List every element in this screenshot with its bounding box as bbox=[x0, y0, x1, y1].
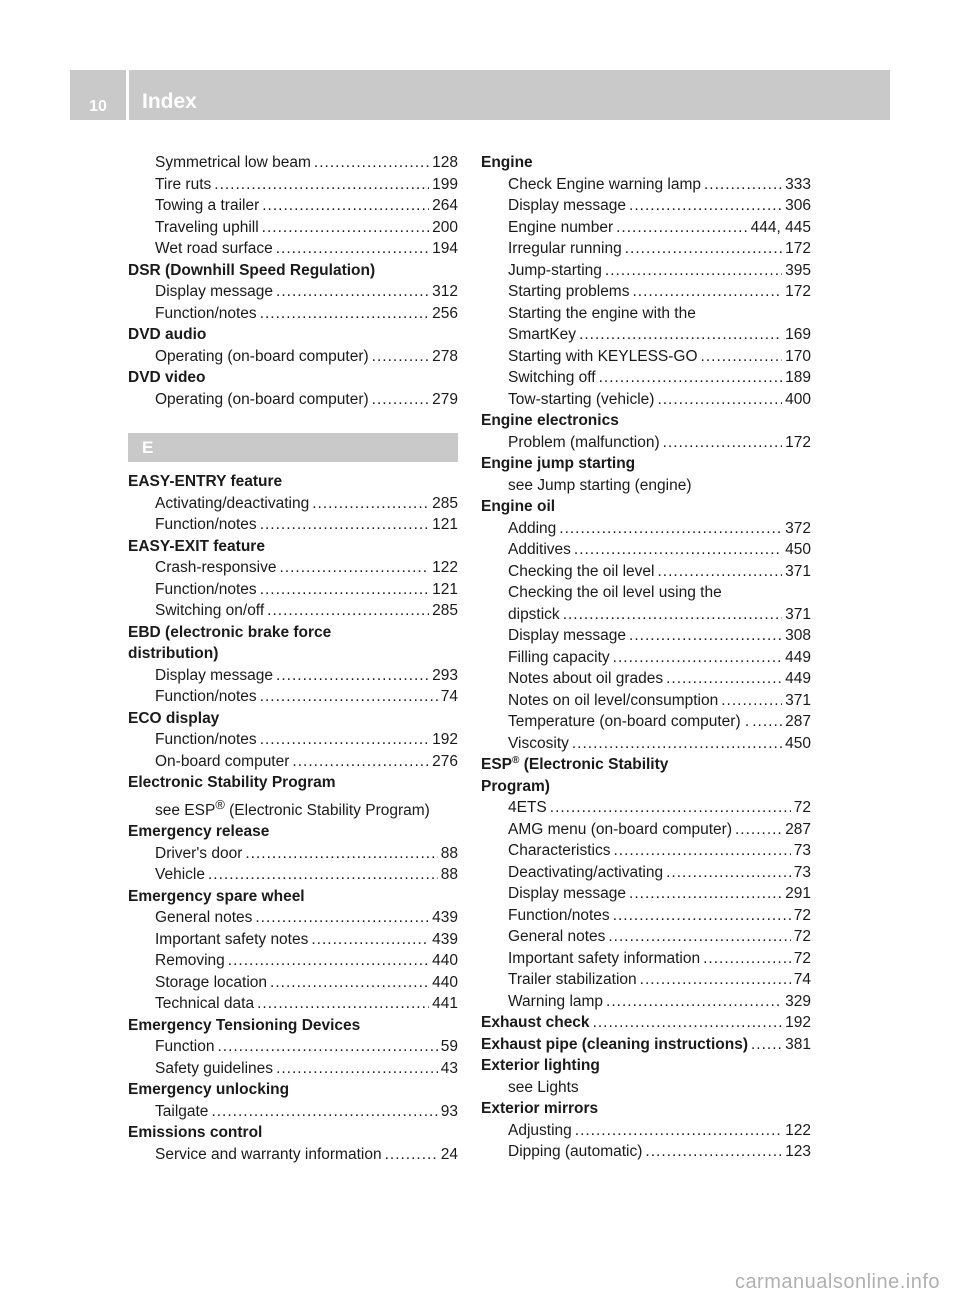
index-heading-with-page[interactable] bbox=[481, 1012, 811, 1034]
page-ref[interactable]: 74 bbox=[793, 971, 811, 988]
index-entry[interactable] bbox=[128, 493, 458, 515]
index-heading: Emergency spare wheel bbox=[128, 887, 305, 905]
index-entry[interactable] bbox=[128, 389, 458, 411]
dot-leader bbox=[613, 905, 791, 927]
entry-label: Checking the oil level bbox=[508, 562, 655, 580]
dot-leader bbox=[217, 1036, 437, 1058]
index-entry[interactable] bbox=[128, 152, 458, 174]
page-ref[interactable]: 381 bbox=[785, 1035, 811, 1053]
page-ref[interactable]: 59 bbox=[440, 1038, 458, 1056]
dot-leader bbox=[276, 238, 429, 260]
page-ref[interactable]: 169 bbox=[785, 326, 811, 343]
index-heading: Emissions control bbox=[128, 1124, 263, 1142]
page-ref[interactable]: 93 bbox=[440, 1102, 458, 1120]
index-entry[interactable] bbox=[481, 174, 811, 196]
index-entry[interactable] bbox=[128, 1058, 458, 1080]
dot-leader bbox=[208, 864, 438, 886]
page-ref[interactable]: 256 bbox=[432, 304, 458, 322]
index-entry-text: Starting the engine with the bbox=[508, 304, 696, 322]
index-entry[interactable] bbox=[481, 883, 811, 905]
index-heading: ECO display bbox=[128, 709, 220, 727]
index-heading: Engine bbox=[481, 154, 533, 171]
dot-leader bbox=[629, 625, 782, 647]
index-heading: Emergency Tensioning Devices bbox=[128, 1016, 361, 1034]
dot-leader bbox=[657, 561, 782, 583]
index-entry[interactable] bbox=[481, 711, 811, 733]
dot-leader bbox=[314, 152, 429, 174]
dot-leader bbox=[613, 647, 782, 669]
dot-leader bbox=[645, 1141, 782, 1163]
page-ref[interactable]: 333 bbox=[785, 175, 811, 193]
page-ref[interactable]: 200 bbox=[432, 218, 458, 236]
dot-leader bbox=[260, 514, 429, 536]
entry-label: Service and warranty information bbox=[155, 1145, 382, 1163]
dot-leader bbox=[625, 238, 782, 260]
index-entry[interactable] bbox=[128, 1144, 458, 1166]
page-ref[interactable]: 279 bbox=[432, 390, 458, 408]
entry-label: Viscosity bbox=[508, 734, 569, 752]
entry-label: Display message bbox=[508, 627, 627, 644]
index-entry-text: Checking the oil level using the bbox=[508, 584, 722, 601]
entry-label: 4ETS bbox=[508, 799, 547, 816]
page-ref[interactable]: 72 bbox=[793, 799, 811, 816]
index-heading-with-page[interactable] bbox=[481, 1034, 811, 1056]
entry-label: Temperature (on-board computer) . bbox=[508, 713, 750, 730]
dot-leader bbox=[572, 733, 782, 755]
entry-label: Towing a trailer bbox=[155, 197, 260, 214]
page-ref[interactable]: 123 bbox=[785, 1143, 811, 1160]
dot-leader bbox=[385, 1144, 438, 1166]
dot-leader bbox=[663, 432, 783, 454]
dot-leader bbox=[701, 346, 783, 368]
index-entry[interactable] bbox=[128, 303, 458, 325]
index-entry[interactable] bbox=[128, 929, 458, 951]
page-ref[interactable]: 312 bbox=[432, 283, 458, 300]
entry-label: Vehicle bbox=[155, 866, 205, 884]
page-ref[interactable]: 121 bbox=[432, 580, 458, 598]
page-ref[interactable]: 192 bbox=[432, 731, 458, 748]
entry-label: Notes on oil level/consumption bbox=[508, 691, 719, 709]
page-ref[interactable]: 371 bbox=[785, 562, 811, 580]
index-entry[interactable] bbox=[481, 926, 811, 948]
page-ref[interactable]: 74 bbox=[440, 688, 458, 705]
dot-leader bbox=[372, 389, 429, 411]
page-ref[interactable]: 128 bbox=[432, 154, 458, 171]
page-ref[interactable]: 439 bbox=[432, 930, 458, 948]
entry-label: Crash-responsive bbox=[155, 559, 277, 576]
index-heading: Program) bbox=[481, 777, 550, 795]
entry-label: Tire ruts bbox=[155, 175, 212, 193]
index-entry-text: see Jump starting (engine) bbox=[508, 476, 692, 494]
entry-label: Adjusting bbox=[508, 1121, 572, 1139]
index-entry[interactable] bbox=[481, 389, 811, 411]
page-ref[interactable]: 285 bbox=[432, 602, 458, 619]
dot-leader bbox=[255, 907, 429, 929]
entry-label: Technical data bbox=[155, 995, 255, 1013]
dot-leader bbox=[270, 972, 429, 994]
index-heading: Engine oil bbox=[481, 498, 556, 515]
dot-leader bbox=[260, 579, 429, 601]
index-entry[interactable] bbox=[481, 862, 811, 884]
index-entry[interactable] bbox=[481, 1141, 811, 1163]
page-ref[interactable]: 189 bbox=[785, 369, 811, 386]
page-ref[interactable]: 440 bbox=[432, 952, 458, 970]
index-entry[interactable] bbox=[481, 647, 811, 669]
dot-leader bbox=[703, 948, 791, 970]
page-ref[interactable]: 172 bbox=[785, 433, 811, 451]
entry-label: Check Engine warning lamp bbox=[508, 175, 701, 193]
index-entry[interactable] bbox=[128, 600, 458, 622]
dot-leader bbox=[211, 1101, 437, 1123]
index-entry[interactable] bbox=[481, 905, 811, 927]
index-entry[interactable] bbox=[481, 238, 811, 260]
entry-label: Tailgate bbox=[155, 1102, 209, 1120]
dot-leader bbox=[550, 797, 791, 819]
index-heading: EASY-ENTRY feature bbox=[128, 473, 283, 490]
entry-label: Starting problems bbox=[508, 283, 630, 300]
index-entry[interactable] bbox=[481, 432, 811, 454]
dot-leader bbox=[292, 751, 429, 773]
entry-label: Additives bbox=[508, 541, 571, 558]
dot-leader bbox=[599, 367, 783, 389]
index-entry[interactable] bbox=[481, 217, 811, 239]
dot-leader bbox=[657, 389, 782, 411]
entry-label: Function/notes bbox=[155, 304, 257, 322]
index-entry[interactable] bbox=[481, 604, 811, 626]
entry-label: Function/notes bbox=[155, 516, 257, 533]
see-reference: see ESP® (Electronic Stability Program) bbox=[155, 796, 430, 819]
header-divider bbox=[126, 70, 129, 120]
dot-leader bbox=[262, 195, 429, 217]
entry-label: Notes about oil grades bbox=[508, 670, 664, 687]
dot-leader bbox=[245, 843, 437, 865]
index-entry[interactable] bbox=[481, 561, 811, 583]
index-entry[interactable] bbox=[481, 260, 811, 282]
entry-label: AMG menu (on-board computer) bbox=[508, 820, 732, 838]
index-heading: Emergency unlocking bbox=[128, 1081, 290, 1099]
page-ref[interactable]: 88 bbox=[440, 866, 458, 884]
entry-label: Function/notes bbox=[155, 688, 257, 705]
page-number: 10 bbox=[89, 98, 107, 115]
dot-leader bbox=[228, 950, 429, 972]
page-ref[interactable]: 276 bbox=[432, 752, 458, 770]
entry-label: Storage location bbox=[155, 973, 268, 991]
index-entry[interactable] bbox=[481, 690, 811, 712]
dot-leader bbox=[666, 668, 782, 690]
page-ref[interactable]: 444, 445 bbox=[750, 218, 811, 236]
dot-leader bbox=[267, 600, 429, 622]
page-ref[interactable]: 72 bbox=[793, 928, 811, 945]
page-ref[interactable]: 329 bbox=[785, 992, 811, 1010]
dot-leader bbox=[575, 1120, 782, 1142]
dot-leader bbox=[593, 1012, 783, 1034]
index-entry[interactable] bbox=[481, 733, 811, 755]
index-entry[interactable] bbox=[128, 1101, 458, 1123]
index-entry[interactable] bbox=[481, 195, 811, 217]
page-ref[interactable]: 395 bbox=[785, 261, 811, 279]
dot-leader bbox=[574, 539, 782, 561]
entry-label: Function bbox=[155, 1038, 215, 1056]
entry-label: Function/notes bbox=[508, 906, 610, 924]
index-heading: Electronic Stability Program bbox=[128, 774, 336, 791]
index-entry[interactable] bbox=[128, 195, 458, 217]
page-ref[interactable]: 194 bbox=[432, 240, 458, 257]
entry-label: Display message bbox=[508, 197, 627, 214]
entry-label: Safety guidelines bbox=[155, 1059, 274, 1077]
dot-leader bbox=[614, 840, 791, 862]
entry-label: On-board computer bbox=[155, 752, 290, 770]
entry-label: Function/notes bbox=[155, 731, 257, 748]
page-ref[interactable]: 449 bbox=[785, 648, 811, 666]
entry-label: Removing bbox=[155, 952, 225, 970]
index-entry[interactable] bbox=[128, 557, 458, 579]
dot-leader bbox=[311, 929, 429, 951]
page-ref[interactable]: 73 bbox=[793, 842, 811, 859]
dot-leader bbox=[752, 711, 782, 733]
watermark: carmanualsonline.info bbox=[734, 1271, 940, 1293]
entry-label: Function/notes bbox=[155, 580, 257, 598]
page-ref[interactable]: 372 bbox=[785, 519, 811, 537]
page-ref[interactable]: 449 bbox=[785, 670, 811, 687]
dot-leader bbox=[372, 346, 429, 368]
entry-label: Jump-starting bbox=[508, 261, 602, 279]
page-ref[interactable]: 24 bbox=[440, 1145, 458, 1163]
section-letter-e: E bbox=[128, 433, 458, 462]
page-ref[interactable]: 172 bbox=[785, 240, 811, 257]
index-heading: EASY-EXIT feature bbox=[128, 537, 265, 555]
entry-label: Wet road surface bbox=[155, 240, 273, 257]
dot-leader bbox=[751, 1034, 782, 1056]
page-ref[interactable]: 278 bbox=[432, 347, 458, 365]
index-entry[interactable] bbox=[128, 864, 458, 886]
entry-label: Display message bbox=[155, 283, 274, 300]
index-heading: DVD audio bbox=[128, 326, 207, 343]
page-ref[interactable]: 400 bbox=[785, 390, 811, 408]
dot-leader bbox=[279, 557, 429, 579]
page-header bbox=[70, 70, 890, 120]
entry-label: Operating (on-board computer) bbox=[155, 390, 369, 408]
index-entry[interactable] bbox=[128, 843, 458, 865]
entry-label: dipstick bbox=[508, 605, 560, 623]
dot-leader bbox=[276, 665, 429, 687]
dot-leader bbox=[559, 518, 782, 540]
index-entry[interactable] bbox=[481, 367, 811, 389]
dot-leader bbox=[721, 690, 782, 712]
entry-label: Problem (malfunction) bbox=[508, 433, 660, 451]
entry-label: Irregular running bbox=[508, 240, 622, 257]
registered-mark: ® bbox=[512, 754, 520, 766]
index-entry[interactable] bbox=[128, 686, 458, 708]
index-entry[interactable] bbox=[128, 217, 458, 239]
index-heading: DSR (Downhill Speed Regulation) bbox=[128, 261, 376, 279]
index-entry[interactable] bbox=[481, 840, 811, 862]
page-ref[interactable]: 72 bbox=[793, 949, 811, 967]
entry-label: Exhaust check bbox=[481, 1014, 590, 1031]
dot-leader bbox=[262, 217, 429, 239]
entry-label: General notes bbox=[155, 909, 253, 927]
dot-leader bbox=[616, 217, 748, 239]
page-ref[interactable]: 122 bbox=[785, 1121, 811, 1139]
dot-leader bbox=[704, 174, 782, 196]
entry-label: Display message bbox=[155, 666, 274, 684]
index-entry[interactable] bbox=[128, 281, 458, 303]
page-ref[interactable]: 72 bbox=[793, 906, 811, 924]
page-ref[interactable]: 285 bbox=[432, 494, 458, 512]
page-ref[interactable]: 439 bbox=[432, 909, 458, 927]
entry-label: Important safety notes bbox=[155, 930, 309, 948]
index-entry[interactable] bbox=[481, 625, 811, 647]
page-ref[interactable]: 172 bbox=[785, 283, 811, 300]
index-column-right bbox=[481, 152, 811, 1163]
dot-leader bbox=[563, 604, 782, 626]
page-ref[interactable]: 441 bbox=[432, 995, 458, 1013]
page-ref[interactable]: 122 bbox=[432, 559, 458, 576]
page-ref[interactable]: 199 bbox=[432, 175, 458, 193]
dot-leader bbox=[312, 493, 429, 515]
index-entry[interactable] bbox=[481, 539, 811, 561]
dot-leader bbox=[276, 281, 429, 303]
page-title: Index bbox=[142, 90, 197, 113]
dot-leader bbox=[608, 926, 790, 948]
dot-leader bbox=[666, 862, 791, 884]
dot-leader bbox=[632, 281, 782, 303]
page-ref[interactable]: 450 bbox=[785, 734, 811, 752]
index-entry-text: see Lights bbox=[508, 1078, 579, 1096]
page-ref[interactable]: 287 bbox=[785, 713, 811, 730]
entry-label: Deactivating/activating bbox=[508, 863, 664, 881]
entry-label: Dipping (automatic) bbox=[508, 1143, 643, 1160]
index-entry[interactable] bbox=[128, 579, 458, 601]
page-ref[interactable]: 306 bbox=[785, 197, 811, 214]
dot-leader bbox=[276, 1058, 438, 1080]
dot-leader bbox=[640, 969, 791, 991]
index-heading: Exterior mirrors bbox=[481, 1100, 599, 1117]
index-entry[interactable] bbox=[481, 797, 811, 819]
entry-label: Symmetrical low beam bbox=[155, 154, 311, 171]
dot-leader bbox=[579, 324, 782, 346]
page-ref[interactable]: 371 bbox=[785, 691, 811, 709]
index-entry[interactable] bbox=[128, 238, 458, 260]
dot-leader bbox=[606, 991, 782, 1013]
entry-label: Display message bbox=[508, 885, 627, 902]
index-heading: Exterior lighting bbox=[481, 1057, 600, 1074]
page-ref[interactable]: 43 bbox=[440, 1059, 458, 1077]
entry-label: Tow-starting (vehicle) bbox=[508, 390, 655, 408]
page-ref[interactable]: 440 bbox=[432, 973, 458, 991]
index-entry[interactable] bbox=[481, 991, 811, 1013]
dot-leader bbox=[260, 303, 429, 325]
index-entry[interactable] bbox=[481, 969, 811, 991]
entry-label: Warning lamp bbox=[508, 992, 604, 1010]
index-column-left bbox=[128, 152, 458, 1165]
index-entry[interactable] bbox=[481, 668, 811, 690]
dot-leader bbox=[257, 993, 429, 1015]
index-entry[interactable] bbox=[128, 1036, 458, 1058]
entry-label: Filling capacity bbox=[508, 648, 610, 666]
page-ref[interactable]: 170 bbox=[785, 347, 811, 365]
entry-label: Operating (on-board computer) bbox=[155, 347, 369, 365]
page-ref[interactable]: 88 bbox=[440, 844, 458, 862]
page-ref[interactable]: 287 bbox=[785, 820, 811, 838]
entry-label: Important safety information bbox=[508, 949, 701, 967]
entry-label: SmartKey bbox=[508, 326, 577, 343]
page-ref[interactable]: 73 bbox=[793, 863, 811, 881]
dot-leader bbox=[629, 883, 782, 905]
page-ref[interactable]: 371 bbox=[785, 605, 811, 623]
dot-leader bbox=[214, 174, 429, 196]
entry-label: Adding bbox=[508, 519, 557, 537]
index-entry[interactable] bbox=[128, 729, 458, 751]
index-entry[interactable] bbox=[128, 174, 458, 196]
index-entry[interactable] bbox=[128, 514, 458, 536]
entry-label: Switching on/off bbox=[155, 602, 265, 619]
entry-label: General notes bbox=[508, 928, 606, 945]
entry-label: Traveling uphill bbox=[155, 218, 259, 236]
entry-label: Characteristics bbox=[508, 842, 611, 859]
index-entry[interactable] bbox=[128, 751, 458, 773]
index-entry[interactable] bbox=[128, 993, 458, 1015]
index-entry[interactable] bbox=[481, 324, 811, 346]
index-heading: Emergency release bbox=[128, 823, 270, 841]
dot-leader bbox=[735, 819, 782, 841]
index-heading: distribution) bbox=[128, 645, 219, 662]
entry-label: Engine number bbox=[508, 218, 614, 236]
entry-label: Activating/deactivating bbox=[155, 494, 310, 512]
page-ref[interactable]: 121 bbox=[432, 516, 458, 533]
page-ref[interactable]: 192 bbox=[785, 1014, 811, 1031]
dot-leader bbox=[260, 729, 429, 751]
index-heading: ESP® (Electronic Stability bbox=[481, 754, 669, 773]
index-entry[interactable] bbox=[481, 518, 811, 540]
index-entry[interactable] bbox=[481, 819, 811, 841]
entry-label: Starting with KEYLESS-GO bbox=[508, 347, 698, 365]
entry-label: Exhaust pipe (cleaning instructions) bbox=[481, 1035, 748, 1053]
page-ref[interactable]: 308 bbox=[785, 627, 811, 644]
page-ref[interactable]: 264 bbox=[432, 197, 458, 214]
index-entry[interactable] bbox=[481, 281, 811, 303]
entry-label: Trailer stabilization bbox=[508, 971, 637, 988]
entry-label: Switching off bbox=[508, 369, 596, 386]
index-entry[interactable] bbox=[128, 346, 458, 368]
index-entry[interactable] bbox=[128, 907, 458, 929]
index-heading: Engine electronics bbox=[481, 412, 619, 429]
index-entry[interactable] bbox=[481, 346, 811, 368]
dot-leader bbox=[605, 260, 782, 282]
index-entry[interactable] bbox=[128, 972, 458, 994]
page-ref[interactable]: 450 bbox=[785, 541, 811, 558]
entry-label: Driver's door bbox=[155, 844, 243, 862]
index-entry[interactable] bbox=[481, 948, 811, 970]
index-heading: EBD (electronic brake force bbox=[128, 623, 332, 641]
index-entry[interactable] bbox=[128, 950, 458, 972]
page-ref[interactable]: 291 bbox=[785, 885, 811, 902]
registered-mark: ® bbox=[215, 796, 225, 812]
dot-leader bbox=[629, 195, 782, 217]
index-heading: Engine jump starting bbox=[481, 455, 636, 472]
dot-leader bbox=[260, 686, 438, 708]
index-entry[interactable] bbox=[128, 665, 458, 687]
page-ref[interactable]: 293 bbox=[432, 666, 458, 684]
index-heading: DVD video bbox=[128, 369, 206, 386]
index-entry[interactable] bbox=[481, 1120, 811, 1142]
